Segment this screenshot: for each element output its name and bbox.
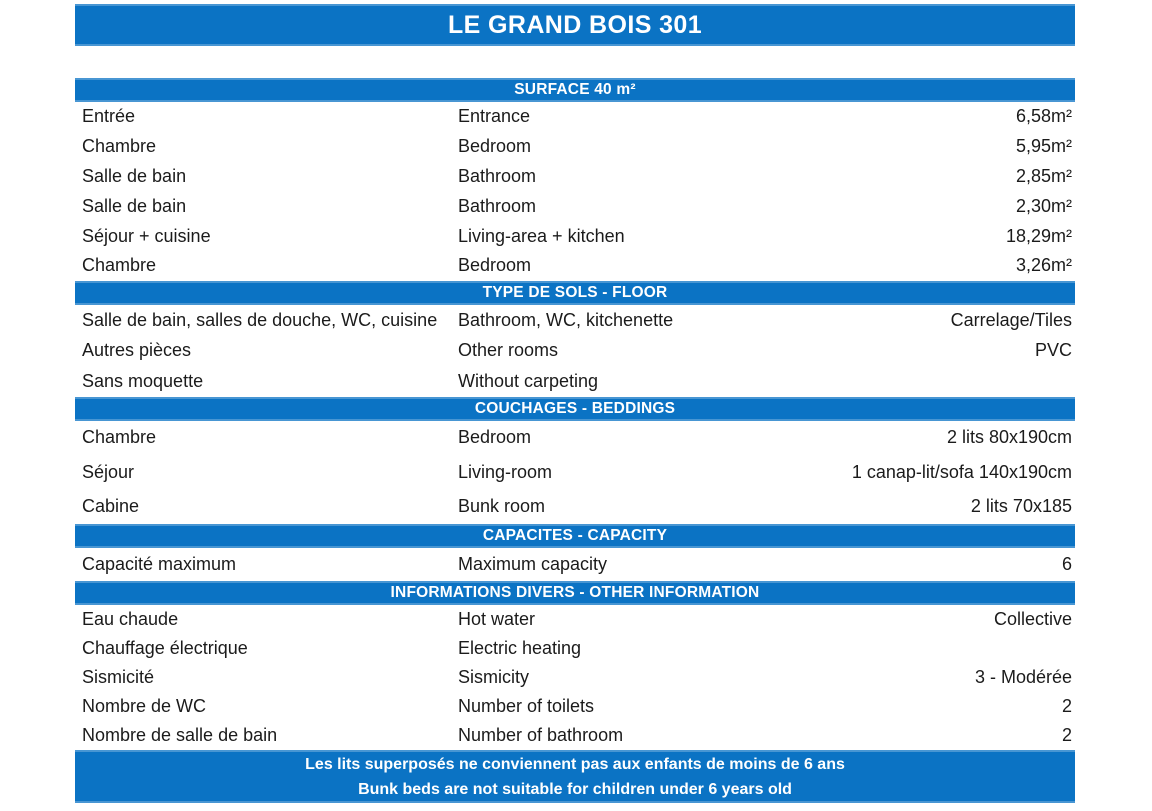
row-value: PVC <box>1034 340 1072 361</box>
row-value: Carrelage/Tiles <box>950 309 1072 330</box>
label-fr: Chauffage électrique <box>82 637 248 658</box>
page-title: LE GRAND BOIS 301 <box>447 10 703 39</box>
row-value: 3,26m² <box>1015 255 1072 276</box>
table-row <box>75 548 1075 581</box>
table-row <box>75 191 1075 221</box>
section-header: SURFACE 40 m² <box>75 78 1075 102</box>
label-en: Living-room <box>458 461 553 482</box>
row-value: Collective <box>993 608 1072 629</box>
table-row <box>75 663 1075 692</box>
label-en: Bunk room <box>458 496 546 517</box>
table-row <box>75 221 1075 251</box>
spec-section <box>75 581 1075 750</box>
spec-section <box>75 397 1075 524</box>
row-value: 6 <box>1061 553 1072 574</box>
label-fr: Eau chaude <box>82 608 179 629</box>
row-value: 2 <box>1061 724 1072 745</box>
section-rows <box>75 305 1075 397</box>
row-value: 3 - Modérée <box>974 666 1072 687</box>
label-en: Bedroom <box>458 136 532 157</box>
label-en: Electric heating <box>458 637 582 658</box>
page-title-banner <box>75 4 1075 46</box>
spec-section <box>75 78 1075 281</box>
spec-section <box>75 524 1075 581</box>
table-row <box>75 634 1075 663</box>
label-en: Number of toilets <box>458 695 595 716</box>
label-en: Bathroom <box>458 165 537 186</box>
label-fr: Salle de bain <box>82 165 187 186</box>
table-row <box>75 605 1075 634</box>
table-row <box>75 335 1075 366</box>
label-en: Maximum capacity <box>458 553 608 574</box>
label-en: Hot water <box>458 608 536 629</box>
label-fr: Cabine <box>82 496 140 517</box>
row-value: 2 lits 80x190cm <box>946 427 1072 448</box>
row-value: 2,85m² <box>1015 165 1072 186</box>
section-rows <box>75 548 1075 581</box>
table-row <box>75 489 1075 523</box>
label-fr: Entrée <box>82 106 136 127</box>
row-value: 2 <box>1061 695 1072 716</box>
label-en: Bathroom <box>458 195 537 216</box>
label-en: Entrance <box>458 106 531 127</box>
label-en: Sismicity <box>458 666 529 687</box>
label-fr: Chambre <box>82 255 157 276</box>
section-header: COUCHAGES - BEDDINGS <box>75 397 1075 421</box>
label-fr: Chambre <box>82 136 157 157</box>
label-fr: Autres pièces <box>82 340 192 361</box>
section-rows <box>75 102 1075 281</box>
spec-section <box>75 281 1075 397</box>
label-en: Living-area + kitchen <box>458 225 625 246</box>
section-rows <box>75 605 1075 750</box>
row-value: 1 canap-lit/sofa 140x190cm <box>851 461 1072 482</box>
row-value: 5,95m² <box>1015 136 1072 157</box>
label-fr: Chambre <box>82 427 157 448</box>
label-fr: Salle de bain <box>82 195 187 216</box>
label-en: Bedroom <box>458 427 532 448</box>
label-en: Number of bathroom <box>458 724 624 745</box>
row-value: 2,30m² <box>1015 195 1072 216</box>
label-en: Bathroom, WC, kitchenette <box>458 309 674 330</box>
spec-table <box>75 78 1075 750</box>
row-value: 18,29m² <box>1005 225 1072 246</box>
label-en: Other rooms <box>458 340 559 361</box>
footer-line-fr: Les lits superposés ne conviennent pas aux enfants de moins de 6 ans <box>305 755 845 773</box>
spec-table-wrap <box>75 4 1075 803</box>
label-fr: Sismicité <box>82 666 155 687</box>
label-fr: Séjour <box>82 461 135 482</box>
table-row <box>75 721 1075 750</box>
table-row <box>75 366 1075 397</box>
label-fr: Capacité maximum <box>82 553 237 574</box>
section-header: TYPE DE SOLS - FLOOR <box>75 281 1075 305</box>
footer-banner <box>75 750 1075 803</box>
label-fr: Nombre de WC <box>82 695 207 716</box>
label-en: Bedroom <box>458 255 532 276</box>
table-row <box>75 251 1075 281</box>
title-gap <box>75 46 1075 78</box>
table-row <box>75 162 1075 192</box>
table-row <box>75 421 1075 455</box>
row-value: 2 lits 70x185 <box>970 496 1072 517</box>
section-header: CAPACITES - CAPACITY <box>75 524 1075 548</box>
table-row <box>75 692 1075 721</box>
label-fr: Nombre de salle de bain <box>82 724 278 745</box>
footer-line-en: Bunk beds are not suitable for children under 6 years old <box>358 780 792 798</box>
label-fr: Salle de bain, salles de douche, WC, cuisine <box>82 309 438 330</box>
section-header: INFORMATIONS DIVERS - OTHER INFORMATION <box>75 581 1075 605</box>
section-rows <box>75 421 1075 524</box>
table-row <box>75 455 1075 489</box>
label-fr: Sans moquette <box>82 371 204 391</box>
table-row <box>75 102 1075 132</box>
row-value: 6,58m² <box>1015 106 1072 127</box>
table-row <box>75 305 1075 336</box>
table-row <box>75 132 1075 162</box>
label-fr: Séjour + cuisine <box>82 225 211 246</box>
label-en: Without carpeting <box>458 371 599 391</box>
